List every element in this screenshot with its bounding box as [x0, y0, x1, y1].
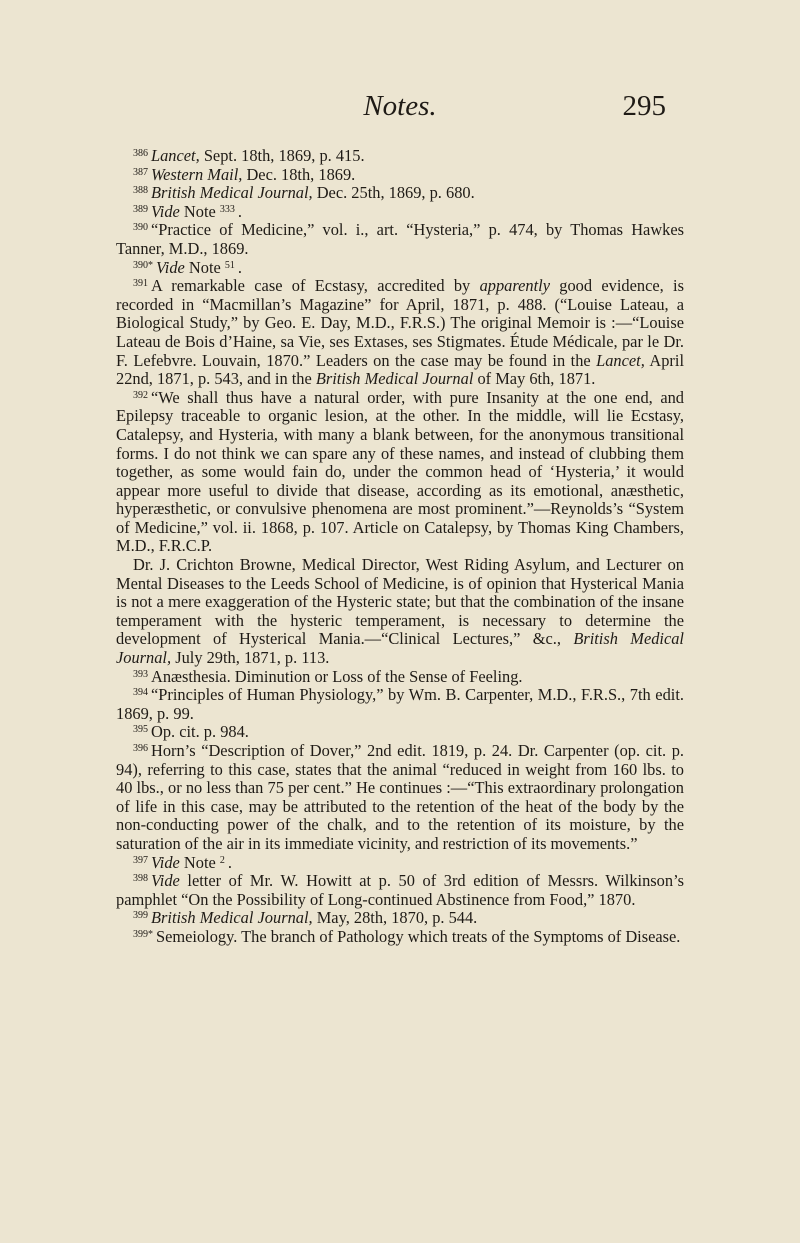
- footnote-number: 397: [133, 854, 148, 866]
- text-run: .: [237, 201, 242, 221]
- text-run: A remarkable case of Ecstasy, accredited by: [151, 276, 480, 296]
- italic-run: Lancet,: [596, 350, 645, 370]
- note-reference: 333: [219, 203, 235, 215]
- italic-run: British Medical Journal,: [151, 183, 313, 203]
- footnote-number: 386: [133, 148, 148, 159]
- footnote-number: 388: [133, 185, 148, 197]
- italic-run: Vide: [151, 871, 180, 891]
- text-run: .: [227, 852, 232, 872]
- footnote-number: 392: [133, 389, 148, 401]
- text-run: good evidence, is recorded in “Macmillan’s Magazine” for April, 1871, p. 488. (“Louise Lateau, a Biological Study,” by Geo. E. Day, M.D., F.R.S.) The original Memoir is :—“Louise Lateau de Bois d’Haine, sa Vie, ses Extases, ses Stigmates. Étude Médicale, par le Dr. F. Lefebvre. Louvain, 1870.” Leaders on the case may be found in the: [116, 276, 684, 370]
- italic-run: British Medical Journal,: [116, 629, 684, 668]
- footnote: [116, 872, 684, 909]
- italic-run: Vide: [151, 201, 180, 221]
- italic-run: Western Mail,: [151, 164, 243, 184]
- text-run: May, 28th, 1870, p. 544.: [312, 908, 478, 928]
- footnote: [116, 854, 684, 873]
- italic-run: British Medical Journal: [315, 369, 474, 389]
- text-run: Semeiology. The branch of Pathology which treats of the Symptoms of Disease.: [156, 926, 681, 946]
- footnote-number: 391: [133, 278, 148, 290]
- footnote-number: 399*: [133, 928, 153, 940]
- footnote-number: 399: [133, 910, 148, 922]
- footnote: [116, 668, 684, 687]
- footnote: [116, 277, 684, 389]
- italic-run: British Medical Journal,: [151, 908, 313, 928]
- footnote: [116, 389, 684, 556]
- text-run: of May 6th, 1871.: [473, 369, 596, 389]
- footnote-number: 389: [133, 203, 148, 215]
- running-header: [0, 90, 800, 130]
- footnote: [116, 928, 684, 947]
- footnote-number: 390: [133, 222, 148, 234]
- footnote-number: 398: [133, 873, 148, 885]
- italic-run: Lancet,: [151, 146, 200, 165]
- footnote-number: 394: [133, 687, 148, 699]
- text-run: Anæsthesia. Diminution or Loss of the Sense of Feeling.: [151, 666, 523, 686]
- note-reference: 51: [224, 259, 235, 271]
- text-run: April 22nd, 1871, p. 543, and in the: [116, 350, 684, 389]
- page-number: 295: [622, 90, 666, 122]
- italic-run: Vide: [156, 257, 185, 277]
- text-run: Dec. 25th, 1869, p. 680.: [312, 183, 475, 203]
- text-run: “Practice of Medicine,” vol. i., art. “Hysteria,” p. 474, by Thomas Hawkes Tanner, M.D., 1869.: [116, 220, 684, 258]
- footnote: [116, 147, 684, 166]
- footnote: [116, 259, 684, 278]
- footnote: [116, 686, 684, 723]
- text-run: July 29th, 1871, p. 113.: [171, 648, 330, 668]
- footnote-number: 396: [133, 743, 148, 754]
- text-run: letter of Mr. W. Howitt at p. 50 of 3rd edition of Messrs. Wilkinson’s pamphlet “On the Possibility of Long-continued Abstinence from Food,” 1870.: [116, 871, 684, 909]
- text-run: Note: [179, 852, 220, 872]
- text-run: Sept. 18th, 1869, p. 415.: [199, 146, 365, 165]
- text-run: Horn’s “Description of Dover,” 2nd edit. 1819, p. 24. Dr. Carpenter (op. cit. p. 94), referring to this case, states that the animal “reduced in weight from 160 lbs. to 40 lbs., or no less than 75 per cent.” He continues :—“This extraordinary prolongation of life in this case, may be attributed to the retention of the heat of the body by the non-conducting power of the chalk, and to the retention of its moisture, by the saturation of the air in its immediate vicinity, and restriction of its movements.”: [116, 741, 684, 853]
- text-run: Dr. J. Crichton Browne, Medical Director, West Riding Asylum, and Lecturer on Mental Diseases to the Leeds School of Medicine, is of opinion that Hysterical Mania is not a mere exaggeration of the Hysteric state; but that the combination of the insane temperament with the hysteric temperament, is necessary to determine the development of Hysterical Mania.—“Clinical Lectures,” &c.,: [116, 555, 684, 649]
- text-run: Dec. 18th, 1869.: [242, 164, 356, 184]
- text-run: .: [237, 257, 242, 277]
- footnote-number: 390*: [133, 259, 153, 271]
- footnote-number: 395: [133, 724, 148, 736]
- text-run: “Principles of Human Physiology,” by Wm. B. Carpenter, M.D., F.R.S., 7th edit. 1869, p. 99.: [116, 685, 684, 723]
- footnote: [116, 723, 684, 742]
- footnote: [116, 166, 684, 185]
- footnote-number: 387: [133, 166, 148, 178]
- text-run: Note: [184, 257, 225, 277]
- notes-list: [116, 147, 684, 947]
- page-title: Notes.: [363, 90, 437, 122]
- italic-run: Vide: [151, 852, 180, 872]
- footnote: [116, 203, 684, 222]
- footnote-number: 393: [133, 668, 148, 680]
- text-run: Op. cit. p. 984.: [151, 722, 249, 742]
- footnote: [116, 909, 684, 928]
- footnote: [116, 184, 684, 203]
- italic-run: apparently: [479, 276, 550, 296]
- footnote: [116, 742, 684, 854]
- footnote-paragraph: [116, 556, 684, 668]
- text-run: “We shall thus have a natural order, with pure Insanity at the one end, and Epilepsy traceable to organic lesion, at the other. In the middle, will lie Ecstasy, Catalepsy, and Hysteria, with many a blank between, for the anonymous transitional forms. I do not think we can spare any of these names, and instead of clubbing them together, as some would fain do, under the common head of ‘Hysteria,’ it would appear more useful to divide that disease, according as its emotional, anæsthetic, hyperæsthetic, or convulsive phenomena are most prominent.”—Reynolds’s “System of Medicine,” vol. ii. 1868, p. 107. Article on Catalepsy, by Thomas King Chambers, M.D., F.R.C.P.: [116, 387, 684, 556]
- text-run: Note: [179, 201, 220, 221]
- footnote: [116, 221, 684, 258]
- note-reference: 2: [219, 854, 225, 866]
